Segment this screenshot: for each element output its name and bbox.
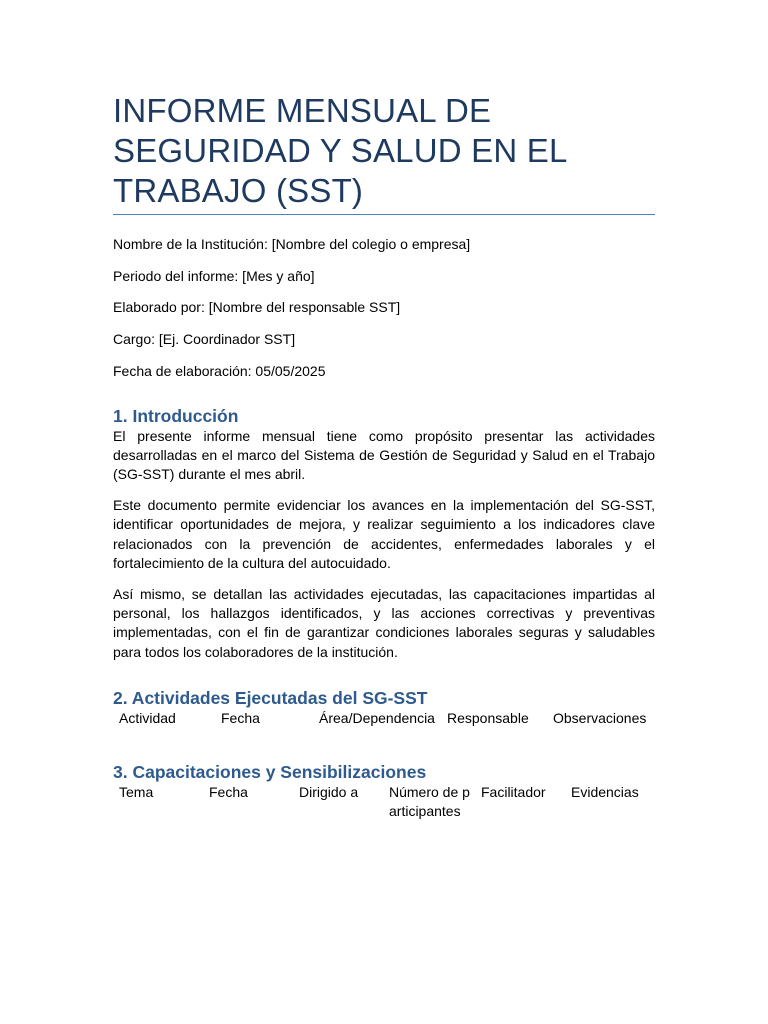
activities-table-header bbox=[113, 709, 655, 728]
section-heading-activities: 2. Actividades Ejecutadas del SG-SST bbox=[113, 688, 428, 709]
report-period: Periodo del informe: [Mes y año] bbox=[113, 267, 315, 284]
column-header-participants: Número de participantes bbox=[389, 784, 470, 820]
column-header-audience: Dirigido a bbox=[299, 784, 359, 801]
intro-paragraph: El presente informe mensual tiene como propósito presentar las actividades desarrolladas en el marco del Sistema de Gestión de Seguridad y Salud en el Trabajo (SG-SST) durante el mes abril. bbox=[113, 427, 655, 483]
section-heading-training: 3. Capacitaciones y Sensibilizaciones bbox=[113, 762, 427, 783]
prepared-by: Elaborado por: [Nombre del responsable SST] bbox=[113, 299, 401, 316]
training-table-header bbox=[113, 783, 655, 821]
column-header-facilitator: Facilitador bbox=[481, 784, 546, 801]
intro-paragraph: Así mismo, se detallan las actividades ejecutadas, las capacitaciones impartidas al personal, los hallazgos identificados, y las acciones correctivas y preventivas implementadas, con el fin de garantizar condiciones laborales seguras y saludables para todos los colaboradores de la institución. bbox=[113, 585, 655, 660]
column-header-activity: Actividad bbox=[119, 710, 176, 727]
position: Cargo: [Ej. Coordinador SST] bbox=[113, 331, 296, 348]
document-content bbox=[113, 91, 655, 821]
report-metadata bbox=[113, 235, 655, 380]
column-header-topic: Tema bbox=[119, 784, 154, 801]
column-header-observations: Observaciones bbox=[553, 710, 647, 727]
title-divider bbox=[113, 214, 655, 215]
column-header-area: Área/Dependencia bbox=[319, 710, 435, 727]
column-header-date: Fecha bbox=[221, 710, 260, 727]
preparation-date: Fecha de elaboración: 05/05/2025 bbox=[113, 362, 326, 379]
column-header-evidence: Evidencias bbox=[571, 784, 639, 801]
column-header-responsible: Responsable bbox=[447, 710, 529, 727]
column-header-date: Fecha bbox=[209, 784, 248, 801]
institution-name: Nombre de la Institución: [Nombre del colegio o empresa] bbox=[113, 236, 471, 252]
intro-paragraph: Este documento permite evidenciar los avances en la implementación del SG-SST, identificar oportunidades de mejora, y realizar seguimiento a los indicadores clave relacionados con la prevención de accidentes, enfermedades laborales y el fortalecimiento de la cultura del autocuidado. bbox=[113, 497, 655, 572]
document-title: INFORME MENSUAL DE SEGURIDAD Y SALUD EN EL TRABAJO (SST) bbox=[113, 92, 567, 209]
section-heading-introduction: 1. Introducción bbox=[113, 405, 239, 426]
